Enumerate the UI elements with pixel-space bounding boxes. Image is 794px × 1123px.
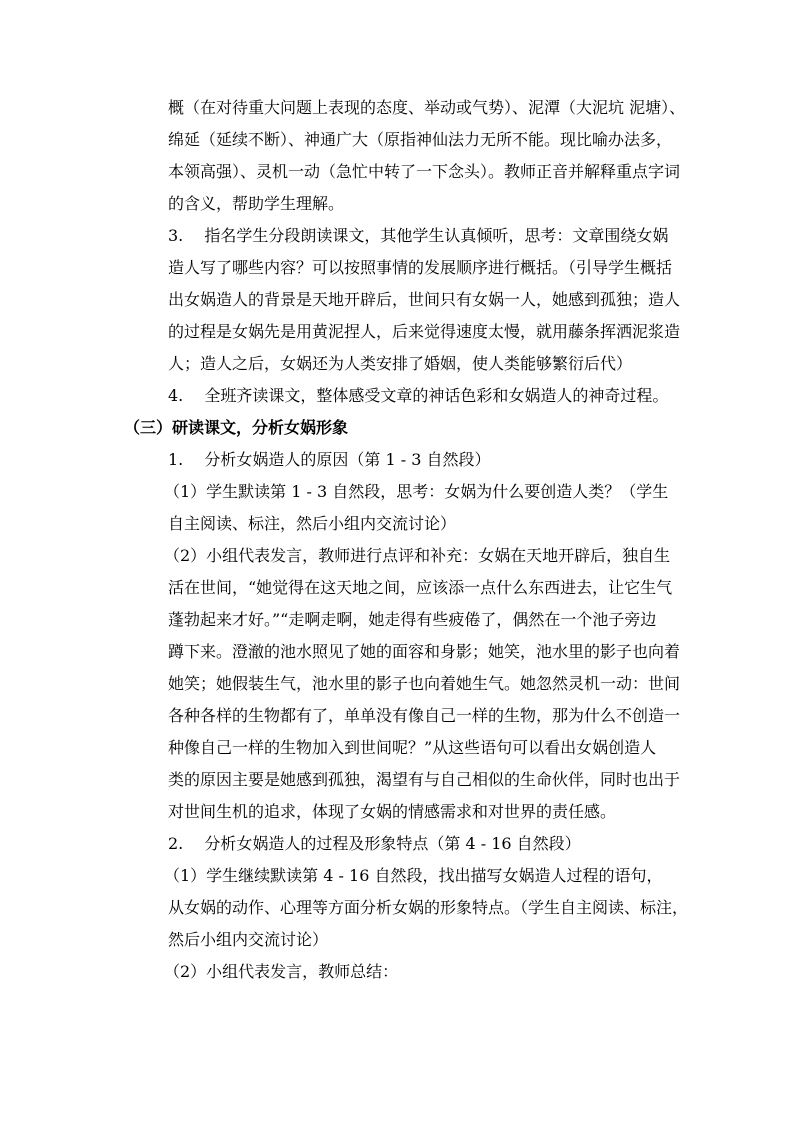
- text-line: 造人写了哪些内容？可以按照事情的发展顺序进行概括。（引导学生概括: [168, 258, 673, 277]
- text-line: （2）小组代表发言，教师进行点评和补充：女娲在天地开辟后，独自生: [164, 546, 671, 565]
- text-line: 类的原因主要是她感到孤独，渴望有与自己相似的生命伙伴，同时也出于: [168, 770, 681, 789]
- text-line: 蓬勃起来才好。”“走啊走啊，她走得有些疲倦了，偶然在一个池子旁边: [168, 610, 657, 629]
- text-line: 从女娲的动作、心理等方面分析女娲的形象特点。（学生自主阅读、标注，: [168, 898, 689, 917]
- text-line: 本领高强）、灵机一动（急忙中转了一下念头）。教师正音并解释重点字词: [168, 162, 681, 181]
- text-line: 对世间生机的追求，体现了女娲的情感需求和对世界的责任感。: [168, 802, 617, 821]
- text-line: 蹲下来。澄澈的池水照见了她的面容和身影；她笑，池水里的影子也向着: [168, 642, 681, 661]
- text-line: （1）学生继续默读第 4 - 16 自然段，找出描写女娲造人过程的语句，: [164, 866, 663, 885]
- text-line: 1. 分析女娲造人的原因（第 1 - 3 自然段）: [168, 450, 491, 469]
- text-line: 4. 全班齐读课文，整体感受文章的神话色彩和女娲造人的神奇过程。: [168, 386, 669, 405]
- text-line: 2. 分析女娲造人的过程及形象特点（第 4 - 16 自然段）: [168, 834, 581, 853]
- text-line: 种像自己一样的生物加入到世间呢？”从这些语句可以看出女娲创造人: [168, 738, 657, 757]
- text-line: 自主阅读、标注，然后小组内交流讨论）: [168, 514, 457, 533]
- text-line: 出女娲造人的背景是天地开辟后，世间只有女娲一人，她感到孤独；造人: [168, 290, 681, 309]
- text-line: 人；造人之后，女娲还为人类安排了婚姻，使人类能够繁衍后代）: [168, 354, 633, 373]
- text-line: （1）学生默读第 1 - 3 自然段，思考：女娲为什么要创造人类？（学生: [164, 482, 669, 501]
- section-heading: （三）研读课文，分析女娲形象: [124, 418, 349, 437]
- text-line: 各种各样的生物都有了，单单没有像自己一样的生物，那为什么不创造一: [168, 706, 681, 725]
- text-line: 3. 指名学生分段朗读课文，其他学生认真倾听，思考：文章围绕女娲: [168, 226, 669, 245]
- text-line: 绵延（延续不断）、神通广大（原指神仙法力无所不能。现比喻办法多，: [168, 130, 673, 149]
- text-line: 的过程是女娲先是用黄泥捏人，后来觉得速度太慢，就用藤条挥洒泥浆造: [168, 322, 681, 341]
- text-line: 然后小组内交流讨论）: [168, 930, 329, 949]
- text-line: 她笑；她假装生气，池水里的影子也向着她生气。她忽然灵机一动：世间: [168, 674, 681, 693]
- text-line: （2）小组代表发言，教师总结：: [164, 962, 399, 981]
- text-line: 概（在对待重大问题上表现的态度、举动或气势）、泥潭（大泥坑 泥塘）、: [168, 98, 686, 117]
- text-line: 的含义，帮助学生理解。: [168, 194, 345, 213]
- text-line: 活在世间，“她觉得在这天地之间，应该添一点什么东西进去，让它生气: [168, 578, 673, 597]
